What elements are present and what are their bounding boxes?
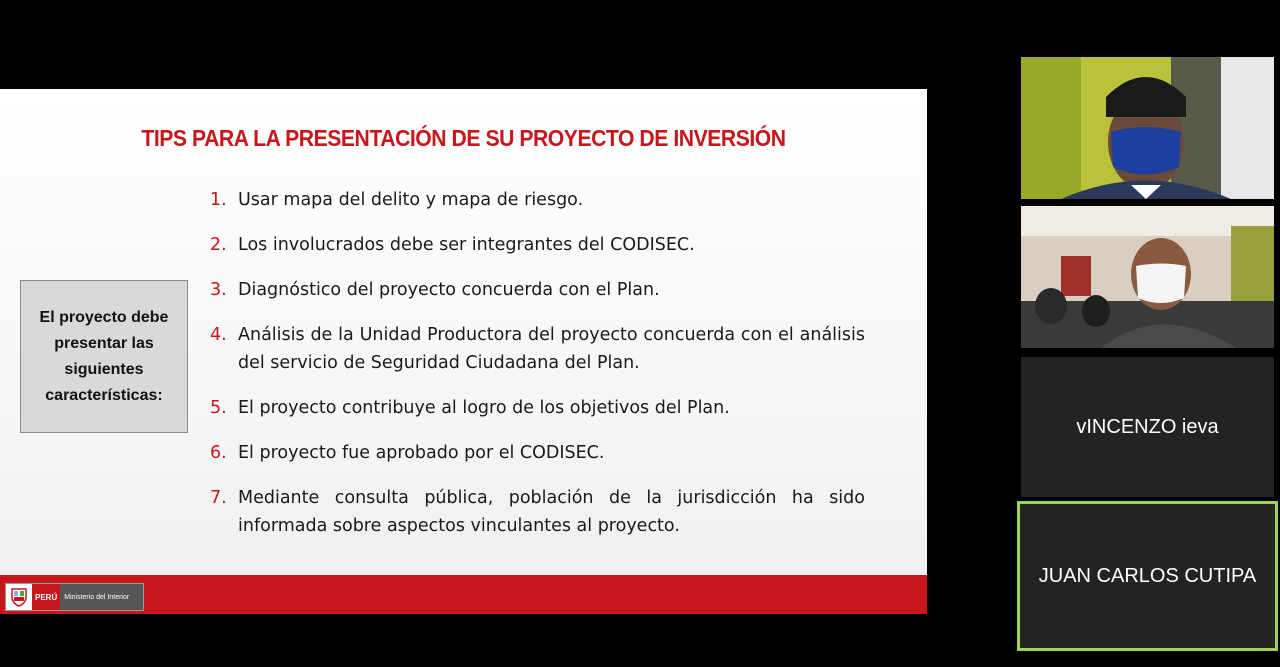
tip-text: Análisis de la Unidad Productora del proyecto concuerda con el análisis del servicio de Seguridad Ciudadana del Plan. xyxy=(238,325,865,373)
tip-number: 7. xyxy=(210,488,227,508)
participant-tile[interactable] xyxy=(1021,357,1274,497)
tip-number: 2. xyxy=(210,235,227,255)
tip-text: Diagnóstico del proyecto concuerda con el Plan. xyxy=(238,280,660,300)
tip-text: Mediante consulta pública, población de la jurisdicción ha sido informada sobre aspectos vinculantes al proyecto. xyxy=(238,488,865,536)
tip-text: El proyecto contribuye al logro de los objetivos del Plan. xyxy=(238,398,730,418)
camera-feed-image xyxy=(1021,57,1274,199)
list-item xyxy=(210,321,865,377)
tips-list xyxy=(210,186,865,557)
list-item xyxy=(210,439,865,467)
tip-text: El proyecto fue aprobado por el CODISEC. xyxy=(238,443,605,463)
logo-ministry: Ministerio del Interior xyxy=(60,584,143,610)
list-item xyxy=(210,276,865,304)
list-item xyxy=(210,231,865,259)
participant-video-tile[interactable] xyxy=(1021,206,1274,348)
participant-name: JUAN CARLOS CUTIPA xyxy=(1038,564,1257,587)
ministry-logo xyxy=(5,583,144,611)
tip-number: 4. xyxy=(210,325,227,345)
characteristics-box: El proyecto debe presentar las siguientes características: xyxy=(20,280,188,433)
participant-tile-active-speaker[interactable] xyxy=(1017,501,1278,651)
tip-number: 5. xyxy=(210,398,227,418)
tip-number: 3. xyxy=(210,280,227,300)
tip-text: Los involucrados debe ser integrantes del CODISEC. xyxy=(238,235,695,255)
participant-video-tile[interactable] xyxy=(1021,57,1274,199)
logo-country: PERÚ xyxy=(32,584,60,610)
tip-number: 6. xyxy=(210,443,227,463)
crest-icon xyxy=(6,584,32,610)
list-item xyxy=(210,186,865,214)
shared-slide xyxy=(0,89,927,614)
slide-title: TIPS PARA LA PRESENTACIÓN DE SU PROYECTO DE INVERSIÓN xyxy=(141,125,786,151)
tip-text: Usar mapa del delito y mapa de riesgo. xyxy=(238,190,584,210)
participant-name: vINCENZO ieva xyxy=(1076,415,1219,438)
list-item xyxy=(210,394,865,422)
camera-feed-image xyxy=(1021,206,1274,348)
list-item xyxy=(210,484,865,540)
tip-number: 1. xyxy=(210,190,227,210)
